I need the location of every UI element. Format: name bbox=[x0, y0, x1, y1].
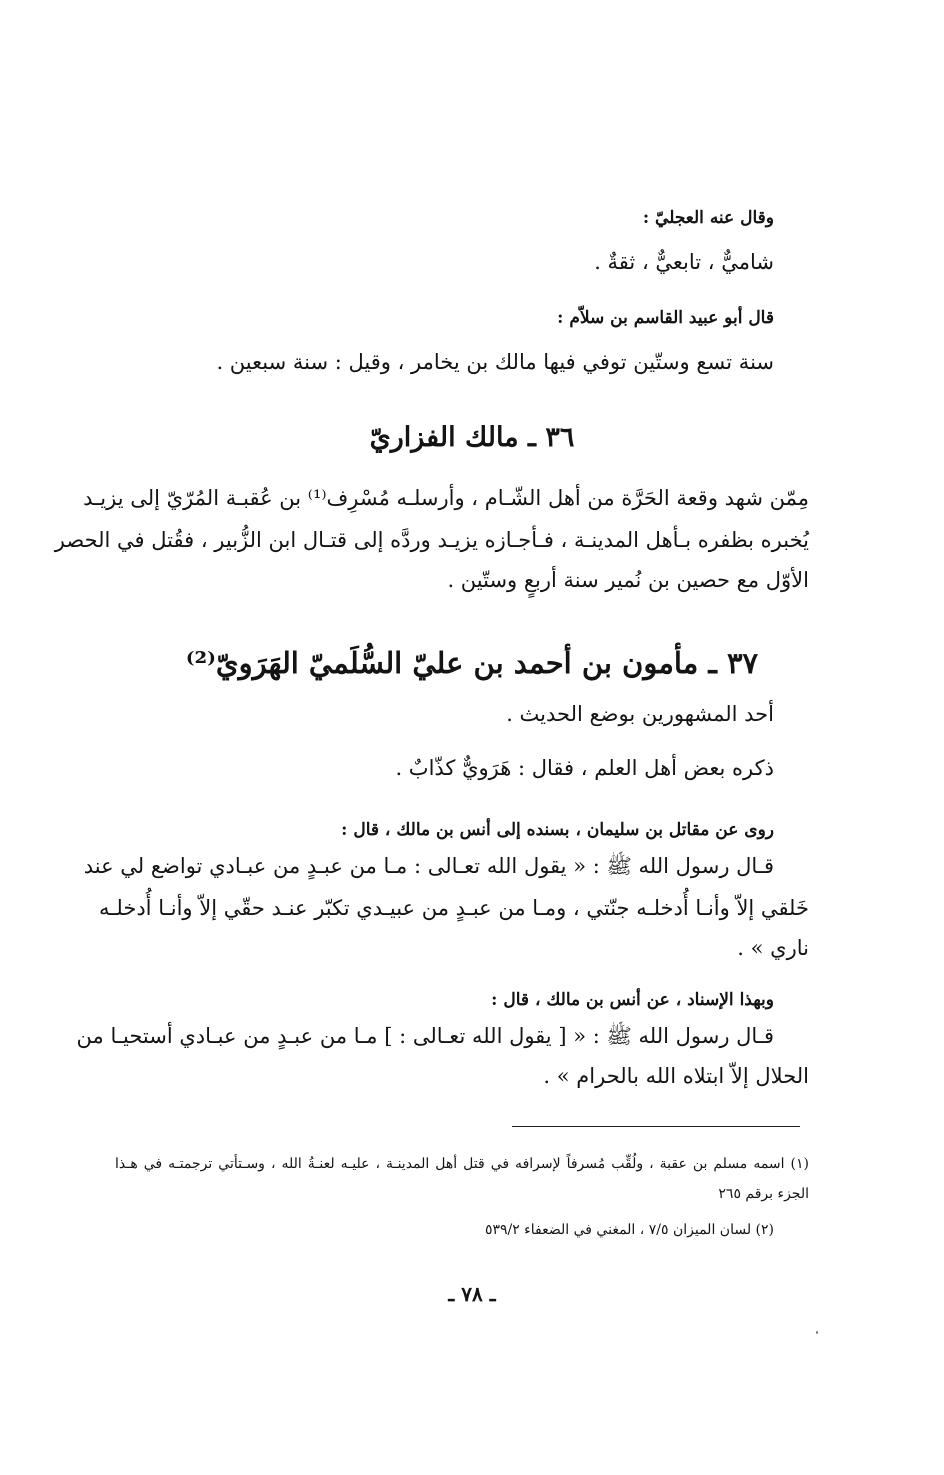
entry-36-line-1: مِمّن شهد وقعة الحَرَّة من أهل الشّـام ، وأرسلـه مُسْرِف⁽¹⁾ بن عُقبـة المُرّيّ إلى يزيـد bbox=[83, 486, 809, 510]
entry-37-description: أحد المشهورين بوضع الحديث . bbox=[506, 702, 774, 726]
footnote-separator bbox=[512, 1126, 800, 1127]
hadith-2-line-2: الحلال إلاّ ابتلاه الله بالحرام » . bbox=[543, 1064, 809, 1088]
footnote-1-line-1: (١) اسمه مسلم بن عقبة ، ولُقِّب مُسرفاً لإسرافه في قتل أهل المدينـة ، عليـه لعنـةُ الله ، وسـتأتي ترجمتـه في هـذا bbox=[115, 1156, 809, 1172]
quote-text-abu-ubaid: سنة تسع وستّين توفي فيها مالك بن يخامر ، وقيل : سنة سبعين . bbox=[216, 350, 774, 374]
hadith-1-chain: روى عن مقاتل بن سليمان ، بسنده إلى أنس بن مالك ، قال : bbox=[341, 820, 774, 840]
quote-heading-ijli: وقال عنه العجليّ : bbox=[642, 208, 774, 228]
footnote-2: (٢) لسان الميزان ٧/٥ ، المغني في الضعفاء ٥٣٩/٢ bbox=[484, 1222, 774, 1238]
hadith-1-line-2: خَلقي إلاّ وأنـا أُدخلـه جنّتي ، ومـا من عبـدٍ من عبيـدي تكبّر عنـد حقّي إلاّ وأنـا أُدخلـه bbox=[98, 896, 809, 920]
quote-heading-abu-ubaid: قال أبو عبيد القاسم بن سلاّم : bbox=[557, 308, 774, 328]
hadith-2-line-1: قـال رسول الله ﷺ : « [ يقول الله تعـالى : ] مـا من عبـدٍ من عبـادي أستحيـا من bbox=[76, 1024, 774, 1048]
page-number: ـ ٧٨ ـ bbox=[448, 1282, 496, 1306]
entry-37-mention: ذكره بعض أهل العلم ، فقال : هَرَويٌّ كذّابٌ . bbox=[395, 756, 774, 780]
hadith-1-line-1: قـال رسول الله ﷺ : « يقول الله تعـالى : مـا من عبـدٍ من عبـادي تواضع لي عند bbox=[83, 854, 774, 878]
quote-text-ijli: شاميٌّ ، تابعيٌّ ، ثقةٌ . bbox=[594, 250, 774, 274]
entry-36-line-2: يُخبره بظفره بـأهل المدينـة ، فـأجـازه يزيـد وردَّه إلى قتـال ابن الزُّبير ، فقُتل في الحصر bbox=[54, 528, 809, 552]
footnote-1-line-2: الجزء برقم ٢٦٥ bbox=[718, 1186, 809, 1202]
hadith-1-line-3: ناري » . bbox=[737, 936, 809, 960]
hadith-2-chain: وبهذا الإسناد ، عن أنس بن مالك ، قال : bbox=[491, 990, 774, 1010]
scan-speck bbox=[816, 1331, 818, 1334]
entry-37-title: ٣٧ ـ مأمون بن أحمد بن عليّ السُّلَميّ الهَرَويّ⁽²⁾ bbox=[185, 646, 759, 680]
entry-36-title: ٣٦ ـ مالك الفزاريّ bbox=[369, 422, 575, 453]
entry-36-line-3: الأوّل مع حصين بن نُمير سنة أربعٍ وستّين . bbox=[447, 568, 809, 592]
